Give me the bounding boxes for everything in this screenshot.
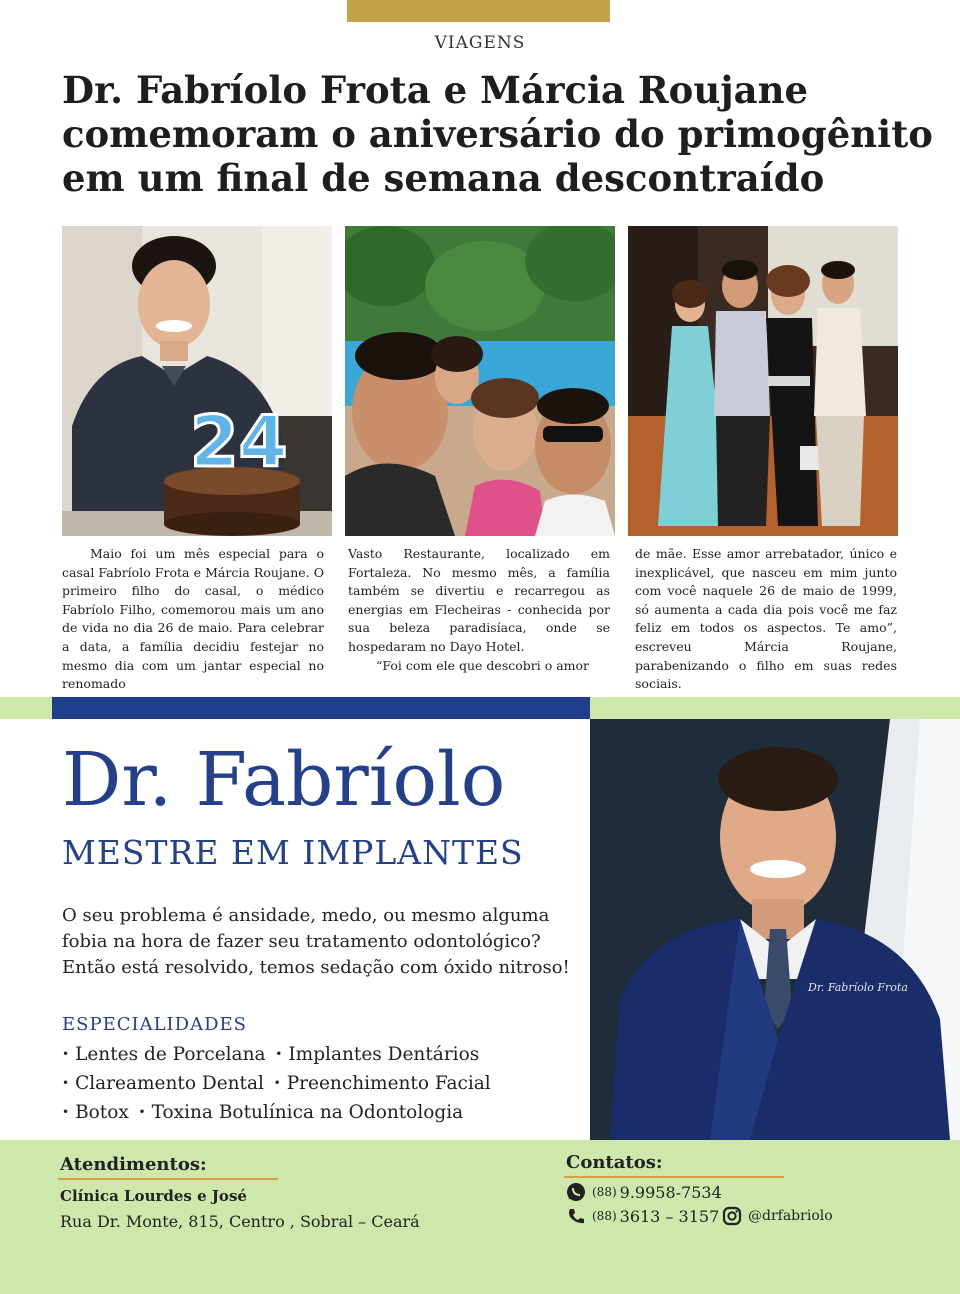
- instagram-contact[interactable]: [722, 1206, 833, 1226]
- whatsapp-number: 9.9958-7534: [619, 1182, 722, 1202]
- article-column-1: [62, 545, 324, 694]
- whatsapp-contact[interactable]: [566, 1182, 722, 1202]
- bullet-icon: •: [62, 1076, 70, 1090]
- specialty-item: Lentes de Porcelana: [75, 1044, 266, 1065]
- ad-subtitle: MESTRE EM IMPLANTES: [62, 833, 524, 872]
- specialties-title: ESPECIALIDADES: [62, 1014, 247, 1035]
- ad-photo-dentist: [590, 719, 960, 1140]
- specialty-item: Clareamento Dental: [75, 1073, 264, 1094]
- contatos-label: Contatos:: [566, 1152, 663, 1173]
- clinic-address: Rua Dr. Monte, 815, Centro , Sobral – Ceará: [60, 1212, 420, 1231]
- ad-title: Dr. Fabríolo: [62, 737, 506, 823]
- phone-contact[interactable]: [566, 1206, 719, 1226]
- specialty-item: Implantes Dentários: [288, 1044, 480, 1065]
- clinic-name: Clínica Lourdes e José: [60, 1187, 247, 1205]
- specialty-item: Preenchimento Facial: [286, 1073, 491, 1094]
- photo-family: [628, 226, 898, 536]
- atendimentos-underline: [58, 1178, 278, 1180]
- column-3-text: de mãe. Esse amor arrebatador, único e inexplicável, que nasceu em mim junto com você naquele 26 de maio de 1999, só aumenta a cada dia pois você me faz feliz em todos os aspectos. Te amo”, escreveu Márcia Roujane, parabenizando o filho em suas redes sociais.: [635, 546, 897, 692]
- instagram-icon: [722, 1206, 742, 1226]
- ad-body-text: O seu problema é ansidade, medo, ou mesmo alguma fobia na hora de fazer seu tratamento odontológico? Então está resolvido, temos sedação com óxido nitroso!: [62, 905, 570, 978]
- instagram-handle: @drfabriolo: [748, 1208, 833, 1224]
- column-2-text: Vasto Restaurante, localizado em Fortaleza. No mesmo mês, a família também se divertiu e recarregou as energias em Flecheiras - conhecida por sua beleza paradisíaca, onde se hospedaram no Dayo Hotel.: [348, 546, 610, 654]
- bullet-icon: •: [269, 1076, 281, 1090]
- bullet-icon: •: [271, 1047, 283, 1061]
- bullet-icon: •: [134, 1105, 146, 1119]
- bullet-icon: •: [62, 1105, 70, 1119]
- phone-ddd: (88): [592, 1209, 617, 1223]
- specialty-item: Toxina Botulínica na Odontologia: [151, 1102, 464, 1123]
- photo-pool-selfie: [345, 226, 615, 536]
- candle-number: 24: [190, 401, 288, 483]
- atendimentos-label: Atendimentos:: [60, 1154, 207, 1175]
- contatos-underline: [564, 1176, 784, 1178]
- specialty-item: Botox: [75, 1102, 129, 1123]
- whatsapp-icon: [566, 1182, 586, 1202]
- specialties-row-2: [62, 1070, 491, 1099]
- article-column-3: [635, 545, 897, 694]
- article-column-2: [348, 545, 610, 675]
- column-1-text: Maio foi um mês especial para o casal Fabríolo Frota e Márcia Roujane. O primeiro filho do casal, o médico Fabríolo Filho, comemorou mais um ano de vida no dia 26 de maio. Para celebrar a data, a família decidiu festejar no mesmo dia com um jantar especial no renomado: [62, 546, 324, 692]
- ad-navy-bar: [52, 697, 590, 719]
- column-2-quote: “Foi com ele que descobri o amor: [376, 657, 590, 673]
- article-headline: Dr. Fabríolo Frota e Márcia Roujane comemoram o aniversário do primogênito em um final de semana descontraído: [62, 68, 933, 200]
- phone-icon: [566, 1206, 586, 1226]
- section-kicker: VIAGENS: [434, 33, 526, 53]
- specialties-row-3: [62, 1099, 491, 1128]
- specialties-list: [62, 1041, 491, 1128]
- specialties-row-1: [62, 1041, 491, 1070]
- phone-number: 3613 – 3157: [619, 1206, 720, 1226]
- photo-birthday-cake: [62, 226, 332, 536]
- whatsapp-ddd: (88): [592, 1185, 617, 1199]
- bullet-icon: •: [62, 1047, 70, 1061]
- coat-signature: Dr. Fabríolo Frota: [808, 981, 908, 994]
- top-gold-bar: [347, 0, 610, 22]
